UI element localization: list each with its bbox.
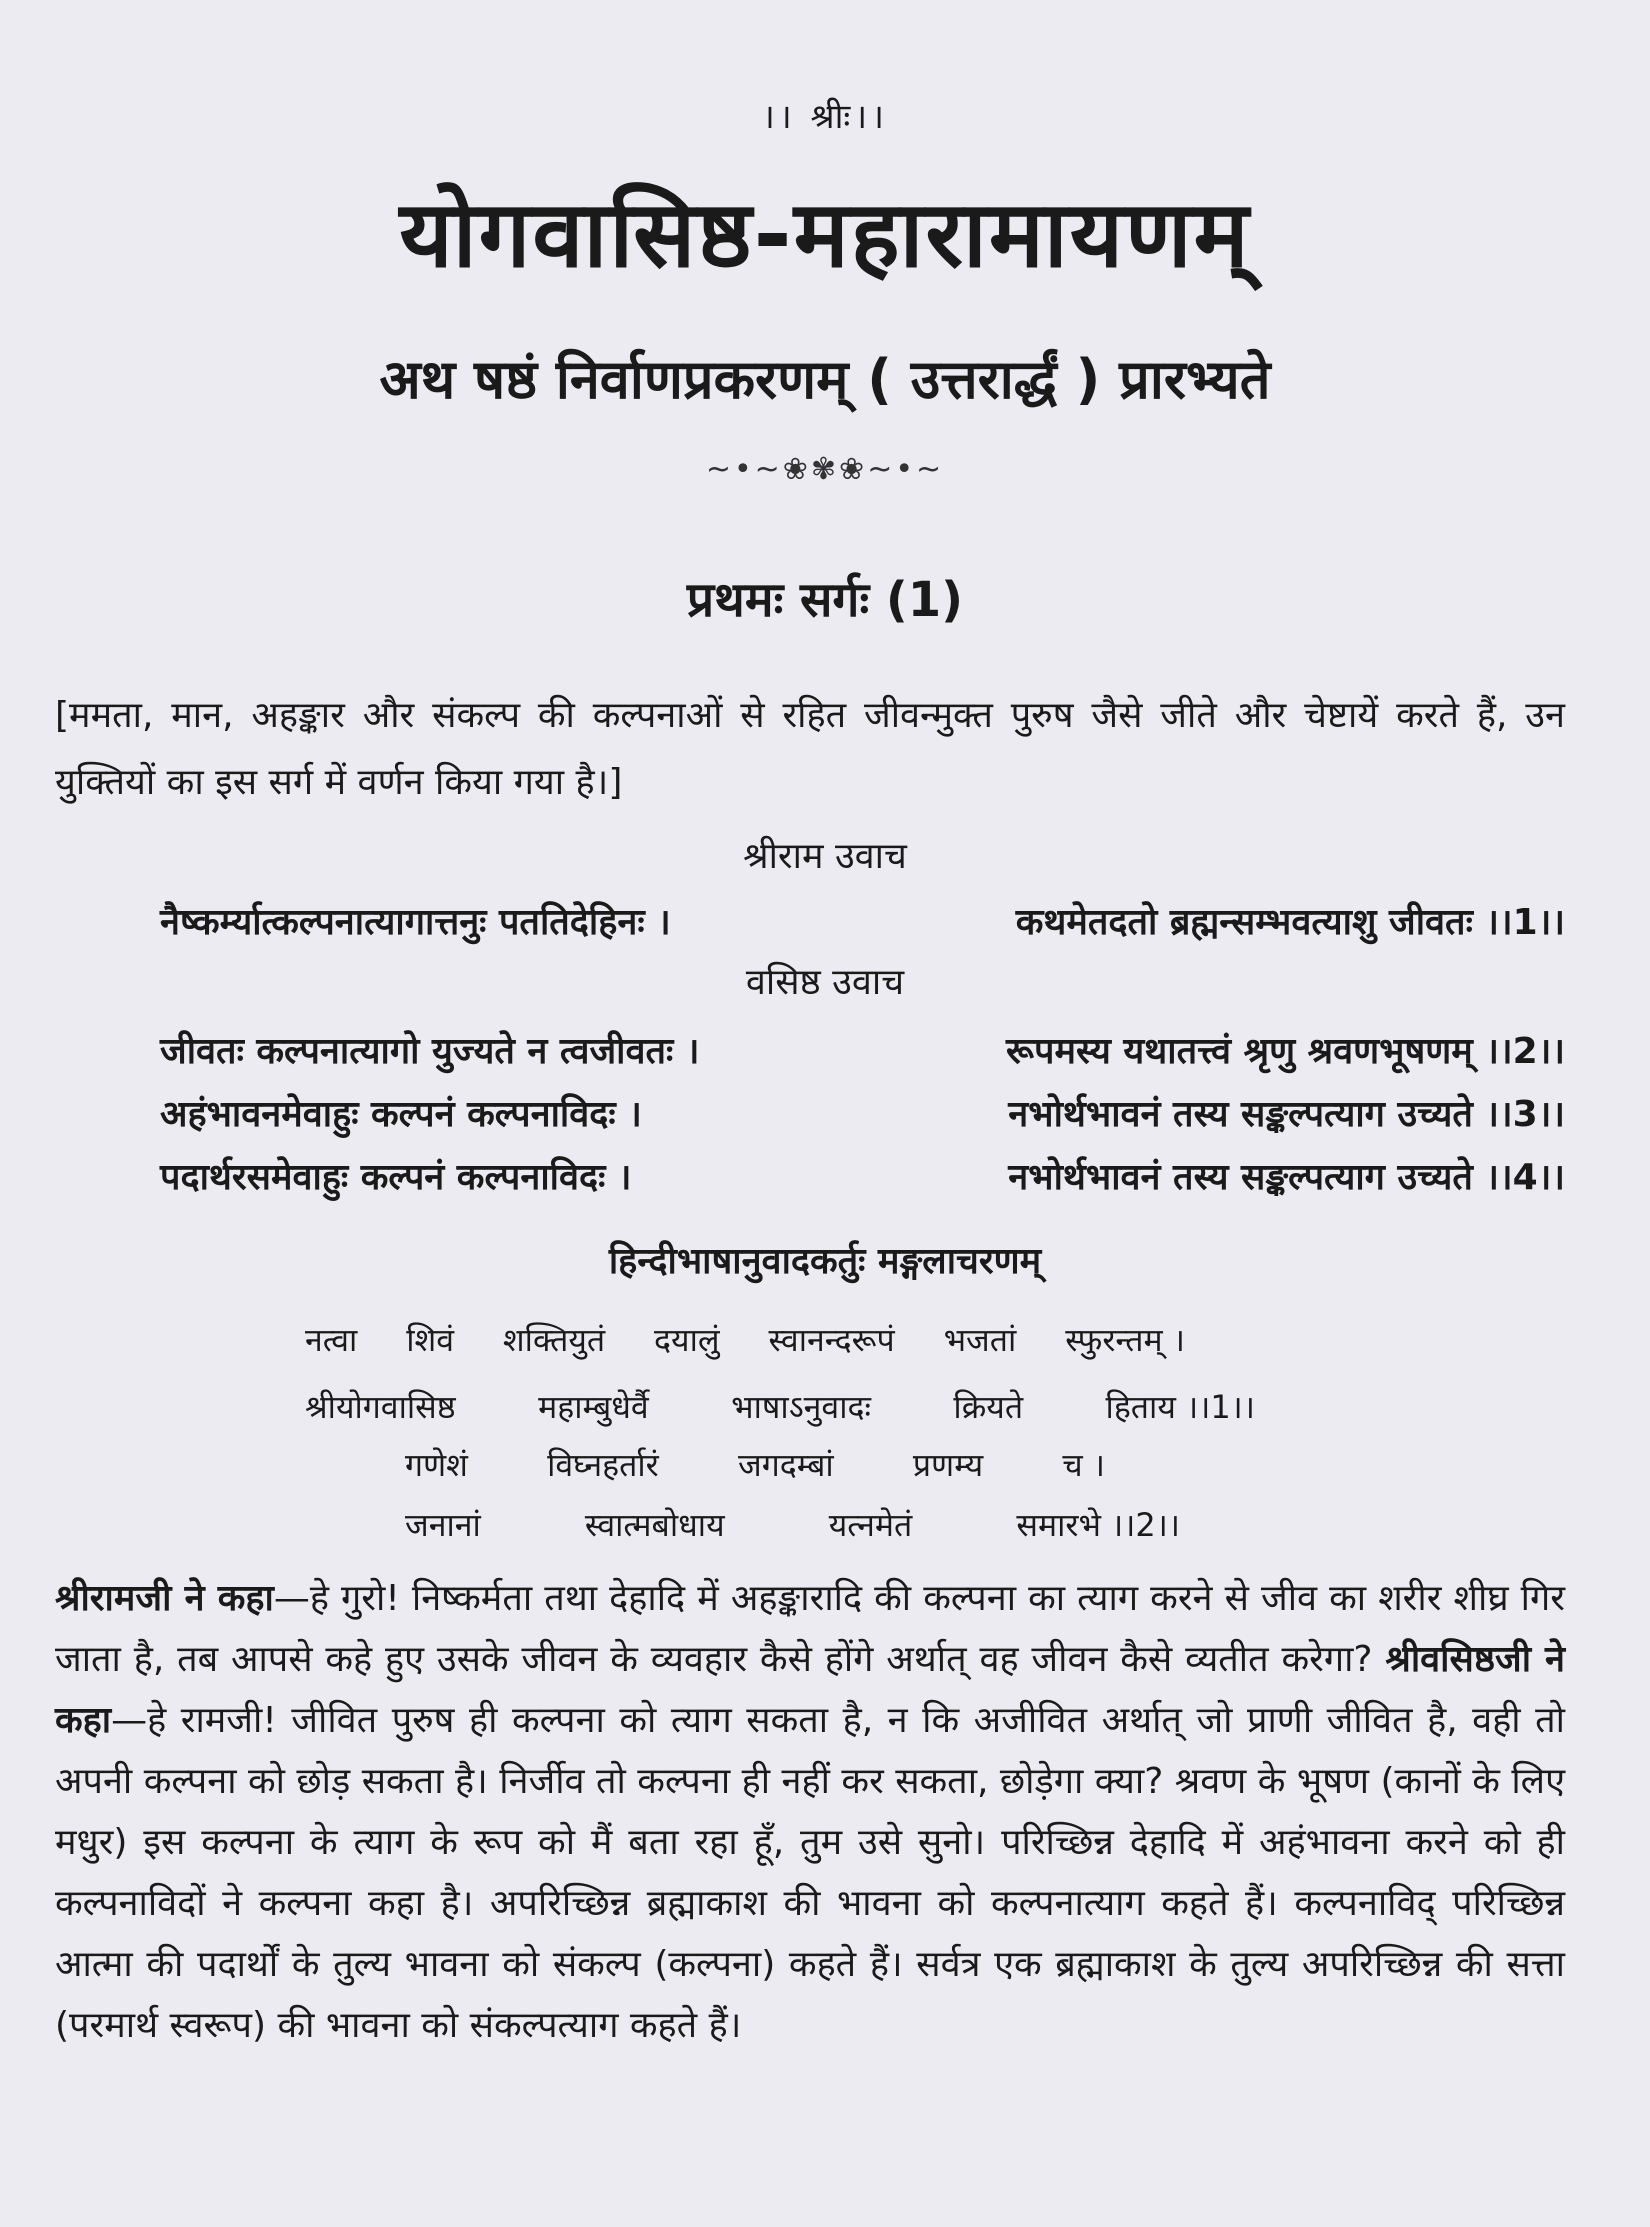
mangala-word: भाषाऽनुवादः (731, 1388, 871, 1426)
verse-1-first-half: नैष्कर्म्यात्कल्पनात्यागात्तनुः पततिदेहिनः । (160, 902, 671, 943)
commentary-text-2: —हे रामजी! जीवित पुरुष ही कल्पना को त्याग सकता है, न कि अजीवित अर्थात् जो प्राणी जीवित है, वही तो अपनी कल्पना को छोड़ सकता है। निर्जीव तो कल्पना ही नहीं कर सकता, छोड़ेगा क्या? श्रवण के भूषण (कानों के लिए मधुर) इस कल्पना के त्याग के रूप को मैं बता रहा हूँ, तुम उसे सुनो। परिच्छिन्न देहादि में अहंभावना करने को ही कल्पनाविदों ने कल्पना कहा है। अपरिच्छिन्न ब्रह्माकाश की भावना को कल्पनात्याग कहते हैं। कल्पनाविद् परिच्छिन्न आत्मा की पदार्थों के तुल्य भावना को संकल्प (कल्पना) कहते हैं। सर्वत्र एक ब्रह्माकाश के तुल्य अपरिच्छिन्न की सत्ता (परमार्थ स्वरूप) की भावना को संकल्पत्याग कहते हैं। (55, 1700, 1565, 2046)
mangala-line-4 (405, 1503, 1180, 1546)
mangala-word: स्फुरन्तम् । (1065, 1321, 1185, 1359)
mangala-word: जगदम्बां (737, 1446, 834, 1484)
speaker-lead-vasishtha: श्रीवसिष्ठजी ने कहा (55, 1639, 1565, 1741)
verse-1-second-half: कथमेतदतो ब्रह्मन्सम्भवत्याशु जीवतः ।।1।। (1015, 902, 1565, 943)
mangala-line-2 (305, 1385, 1255, 1428)
commentary-text-1: —हे गुरो! निष्कर्मता तथा देहादि में अहङ्कारादि की कल्पना का त्याग करने से जीव का शरीर शीघ्र गिर जाता है, तब आपसे कहे हुए उसके जीवन के व्यवहार कैसे होंगे अर्थात् वह जीवन कैसे व्यतीत करेगा? (55, 1578, 1566, 1680)
mangala-word: समारभे ।।2।। (1016, 1506, 1180, 1544)
book-title: योगवासिष्ठ-महारामायणम् (399, 181, 1251, 288)
mangala-line-3 (405, 1443, 1105, 1486)
verse-3 (160, 1088, 1565, 1137)
mangala-word: गणेशं (405, 1446, 468, 1484)
mangala-word: स्वात्मबोधाय (584, 1506, 725, 1544)
invocation: ।। श्रीः।। (761, 97, 889, 137)
chapter-summary: [ममता, मान, अहङ्कार और संकल्प की कल्पनाओं से रहित जीवन्मुक्त पुरुष जैसे जीते और चेष्टायें करते हैं, उन युक्तियों का इस सर्ग में वर्णन किया गया है।] (55, 695, 1565, 803)
mangala-word: विघ्नहर्तारं (547, 1446, 659, 1484)
mangalacharan-heading: हिन्दीभाषानुवादकर्तुः मङ्गलाचरणम् (608, 1241, 1042, 1282)
mangala-word: हिताय ।।1।। (1105, 1388, 1255, 1426)
mangala-word: प्रणम्य (912, 1446, 984, 1484)
verse-4-second-half: नभोर्थभावनं तस्य सङ्कल्पत्याग उच्यते ।।4।। (1008, 1157, 1565, 1198)
verse-3-first-half: अहंभावनमेवाहुः कल्पनं कल्पनाविदः । (160, 1094, 642, 1135)
speaker-lead-rama: श्रीरामजी ने कहा (55, 1578, 274, 1619)
mangala-word: भजतां (943, 1321, 1017, 1359)
verse-4 (160, 1151, 1565, 1200)
commentary-paragraph (55, 1568, 1565, 2056)
mangala-word: जनानां (405, 1506, 481, 1544)
mangala-word: शक्तियुतं (502, 1321, 606, 1359)
verse-2-first-half: जीवतः कल्पनात्यागो युज्यते न त्वजीवतः । (160, 1031, 700, 1072)
verse-4-first-half: पदार्थरसमेवाहुः कल्पनं कल्पनाविदः । (160, 1157, 632, 1198)
speaker-vasishtha: वसिष्ठ उवाच (745, 962, 905, 1003)
mangala-word: नत्वा (305, 1321, 358, 1359)
verse-2 (160, 1025, 1565, 1074)
mangala-word: शिवं (406, 1321, 455, 1359)
ornament-divider: ~•~❀✾❀~•~ (705, 452, 945, 487)
verse-2-second-half: रूपमस्य यथातत्त्वं श्रृणु श्रवणभूषणम् ।।2।। (1006, 1031, 1565, 1072)
mangala-line-1 (305, 1318, 1185, 1361)
mangala-word: च । (1062, 1446, 1105, 1484)
mangala-word: महाम्बुधेर्वै (538, 1388, 649, 1426)
mangala-word: स्वानन्दरूपं (768, 1321, 895, 1359)
verse-3-second-half: नभोर्थभावनं तस्य सङ्कल्पत्याग उच्यते ।।3।। (1008, 1094, 1565, 1135)
mangala-word: क्रियते (953, 1388, 1024, 1426)
mangala-word: यत्नमेतं (828, 1506, 913, 1544)
verse-1 (160, 896, 1565, 945)
mangala-word: श्रीयोगवासिष्ठ (305, 1388, 456, 1426)
section-subtitle: अथ षष्ठं निर्वाणप्रकरणम् ( उत्तरार्द्धं ) प्रारभ्यते (379, 348, 1271, 411)
chapter-heading: प्रथमः सर्गः (1) (686, 572, 964, 628)
mangala-word: दयालुं (654, 1321, 720, 1359)
speaker-rama: श्रीराम उवाच (743, 836, 907, 877)
